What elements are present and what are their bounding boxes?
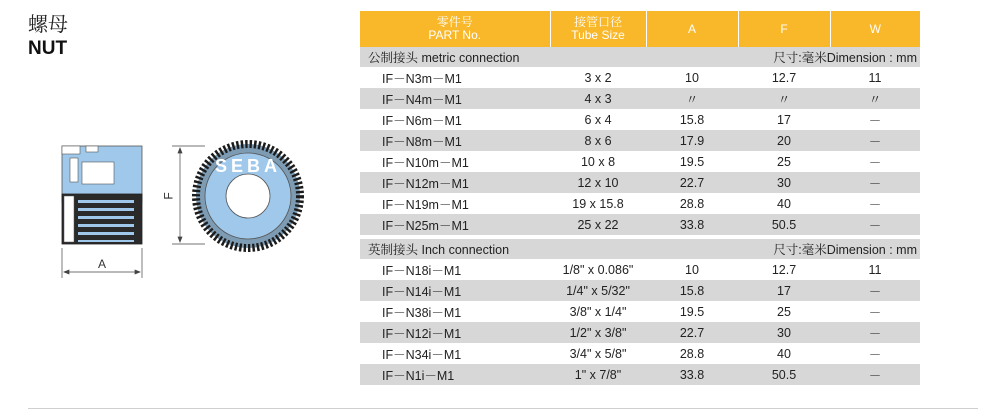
tube-size-cell: 12 x 10 xyxy=(550,172,646,193)
a-cell: 19.5 xyxy=(646,301,738,322)
f-cell: 40 xyxy=(738,193,830,214)
part-no-cell: IF－N19m－M1 xyxy=(360,193,550,214)
col-header-a: A xyxy=(646,11,738,47)
a-cell: 33.8 xyxy=(646,214,738,235)
f-cell: 12.7 xyxy=(738,67,830,88)
table-row xyxy=(360,301,920,322)
w-cell: － xyxy=(830,172,920,193)
table-row xyxy=(360,322,920,343)
tube-size-cell: 3/8" x 1/4" xyxy=(550,301,646,322)
col-header-w: W xyxy=(830,11,920,47)
tube-size-cell: 25 x 22 xyxy=(550,214,646,235)
a-cell: 33.8 xyxy=(646,364,738,385)
seba-logo: SEBA xyxy=(214,156,282,176)
f-cell: 25 xyxy=(738,151,830,172)
part-no-cell: IF－N10m－M1 xyxy=(360,151,550,172)
nut-spec-table xyxy=(360,11,920,385)
section-header-inch xyxy=(360,239,920,259)
w-cell: － xyxy=(830,364,920,385)
section-label: 公制接头 metric connection xyxy=(360,47,738,67)
a-cell: 22.7 xyxy=(646,172,738,193)
table-row xyxy=(360,172,920,193)
part-no-cell: IF－N14i－M1 xyxy=(360,280,550,301)
dimension-f-label: F xyxy=(161,192,176,200)
part-no-cell: IF－N34i－M1 xyxy=(360,343,550,364)
f-cell: 12.7 xyxy=(738,259,830,280)
a-cell: 15.8 xyxy=(646,109,738,130)
part-no-cell: IF－N4m－M1 xyxy=(360,88,550,109)
a-cell: 28.8 xyxy=(646,193,738,214)
w-cell: － xyxy=(830,343,920,364)
a-cell: 28.8 xyxy=(646,343,738,364)
part-no-cell: IF－N3m－M1 xyxy=(360,67,550,88)
a-cell: 〃 xyxy=(646,88,738,109)
tube-size-cell: 1/8" x 0.086" xyxy=(550,259,646,280)
part-no-cell: IF－N8m－M1 xyxy=(360,130,550,151)
w-cell: － xyxy=(830,280,920,301)
a-cell: 22.7 xyxy=(646,322,738,343)
table-row xyxy=(360,259,920,280)
part-no-cell: IF－N6m－M1 xyxy=(360,109,550,130)
a-cell: 19.5 xyxy=(646,151,738,172)
w-cell: － xyxy=(830,193,920,214)
tube-size-cell: 10 x 8 xyxy=(550,151,646,172)
table-header-row xyxy=(360,11,920,47)
f-cell: 17 xyxy=(738,109,830,130)
w-cell: － xyxy=(830,151,920,172)
page-title-cn: 螺母 xyxy=(28,12,68,36)
w-cell: 11 xyxy=(830,259,920,280)
part-no-cell: IF－N38i－M1 xyxy=(360,301,550,322)
col-header-part-no: 零件号 PART No. xyxy=(360,11,550,47)
table-row xyxy=(360,214,920,235)
part-no-cell: IF－N12i－M1 xyxy=(360,322,550,343)
w-cell: － xyxy=(830,109,920,130)
part-no-cell: IF－N25m－M1 xyxy=(360,214,550,235)
w-cell: 〃 xyxy=(830,88,920,109)
w-cell: － xyxy=(830,322,920,343)
section-header-metric xyxy=(360,47,920,67)
a-cell: 17.9 xyxy=(646,130,738,151)
table-row xyxy=(360,67,920,88)
a-cell: 15.8 xyxy=(646,280,738,301)
f-cell: 50.5 xyxy=(738,214,830,235)
part-no-cell: IF－N12m－M1 xyxy=(360,172,550,193)
f-cell: 50.5 xyxy=(738,364,830,385)
page-title-en: NUT xyxy=(28,38,68,59)
part-no-cell: IF－N18i－M1 xyxy=(360,259,550,280)
a-cell: 10 xyxy=(646,259,738,280)
bottom-divider xyxy=(28,408,978,409)
a-cell: 10 xyxy=(646,67,738,88)
tube-size-cell: 1" x 7/8" xyxy=(550,364,646,385)
tube-size-cell: 8 x 6 xyxy=(550,130,646,151)
tube-size-cell: 4 x 3 xyxy=(550,88,646,109)
table-row xyxy=(360,130,920,151)
table-row xyxy=(360,280,920,301)
dimension-note: 尺寸:毫米Dimension : mm xyxy=(738,47,920,67)
table-row xyxy=(360,109,920,130)
w-cell: 11 xyxy=(830,67,920,88)
table-row xyxy=(360,88,920,109)
f-cell: 25 xyxy=(738,301,830,322)
dimension-a-label: A xyxy=(98,257,107,271)
col-header-f: F xyxy=(738,11,830,47)
f-cell: 40 xyxy=(738,343,830,364)
col-header-tube-size: 接管口径 Tube Size xyxy=(550,11,646,47)
part-no-cell: IF－N1i－M1 xyxy=(360,364,550,385)
f-cell: 〃 xyxy=(738,88,830,109)
table-row xyxy=(360,343,920,364)
w-cell: － xyxy=(830,214,920,235)
table-row xyxy=(360,364,920,385)
tube-size-cell: 1/4" x 5/32" xyxy=(550,280,646,301)
tube-size-cell: 19 x 15.8 xyxy=(550,193,646,214)
f-cell: 30 xyxy=(738,172,830,193)
dimension-note: 尺寸:毫米Dimension : mm xyxy=(738,239,920,259)
tube-size-cell: 3 x 2 xyxy=(550,67,646,88)
f-cell: 17 xyxy=(738,280,830,301)
nut-drawing xyxy=(40,130,370,290)
tube-size-cell: 6 x 4 xyxy=(550,109,646,130)
table-row xyxy=(360,151,920,172)
tube-size-cell: 1/2" x 3/8" xyxy=(550,322,646,343)
table-row xyxy=(360,193,920,214)
f-cell: 20 xyxy=(738,130,830,151)
section-label: 英制接头 Inch connection xyxy=(360,239,738,259)
f-cell: 30 xyxy=(738,322,830,343)
w-cell: － xyxy=(830,130,920,151)
w-cell: － xyxy=(830,301,920,322)
nut-side-view xyxy=(62,146,142,244)
tube-size-cell: 3/4" x 5/8" xyxy=(550,343,646,364)
